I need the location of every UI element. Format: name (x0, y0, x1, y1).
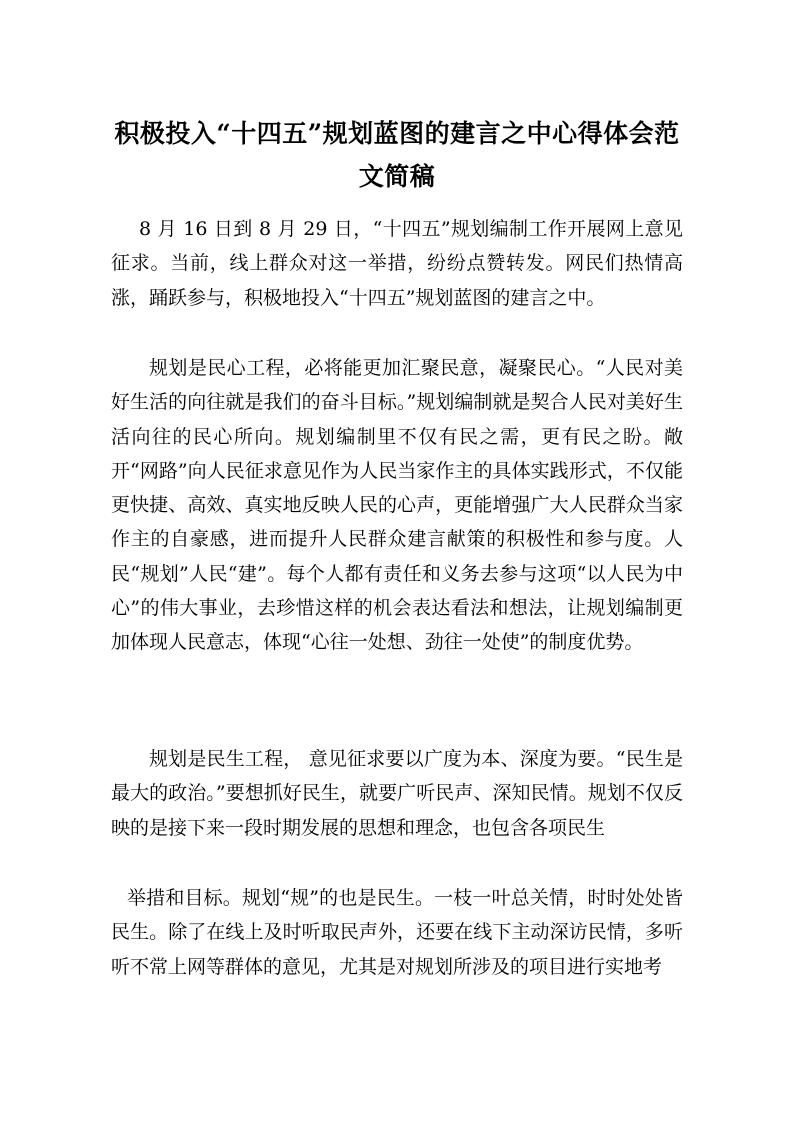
paragraph-minxin: 规划是民心工程，必将能更加汇聚民意，凝聚民心。“人民对美好生活的向往就是我们的奋斗目标。”规划编制就是契合人民对美好生活向往的民心所向。规划编制里不仅有民之需，更有民之盼。敞开“网路”向人民征求意见作为人民当家作主的具体实践形式，不仅能更快捷、高效、真实地反映人民的心声，更能增强广大人民群众当家作主的自豪感，进而提升人民群众建言献策的积极性和参与度。人民“规划”人民“建”。每个人都有责任和义务去参与这项“以人民为中心”的伟大事业，去珍惜这样的机会表达看法和想法，让规划编制更加体现人民意志，体现“心往一处想、劲往一处使”的制度优势。 (111, 357, 683, 654)
paragraph-minsheng: 规划是民生工程， 意见征求要以广度为本、深度为要。“民生是最大的政治。”要想抓好民生，就要广听民声、深知民情。规划不仅反映的是接下来一段时期发展的思想和理念，也包含各项民生 (111, 748, 683, 839)
paragraph-intro: 8 月 16 日到 8 月 29 日，“十四五”规划编制工作开展网上意见征求。当前，线上群众对这一举措，纷纷点赞转发。网民们热情高涨，踊跃参与，积极地投入“十四五”规划蓝图的建言之中。 (111, 218, 683, 309)
document-title: 积极投入“十四五”规划蓝图的建言之中心得体会范文简稿 (114, 119, 680, 191)
paragraph-continued: 举措和目标。规划“规”的也是民生。一枝一叶总关情，时时处处皆民生。除了在线上及时听取民声外，还要在线下主动深访民情，多听听不常上网等群体的意见，尤其是对规划所涉及的项目进行实地考 (111, 887, 683, 978)
